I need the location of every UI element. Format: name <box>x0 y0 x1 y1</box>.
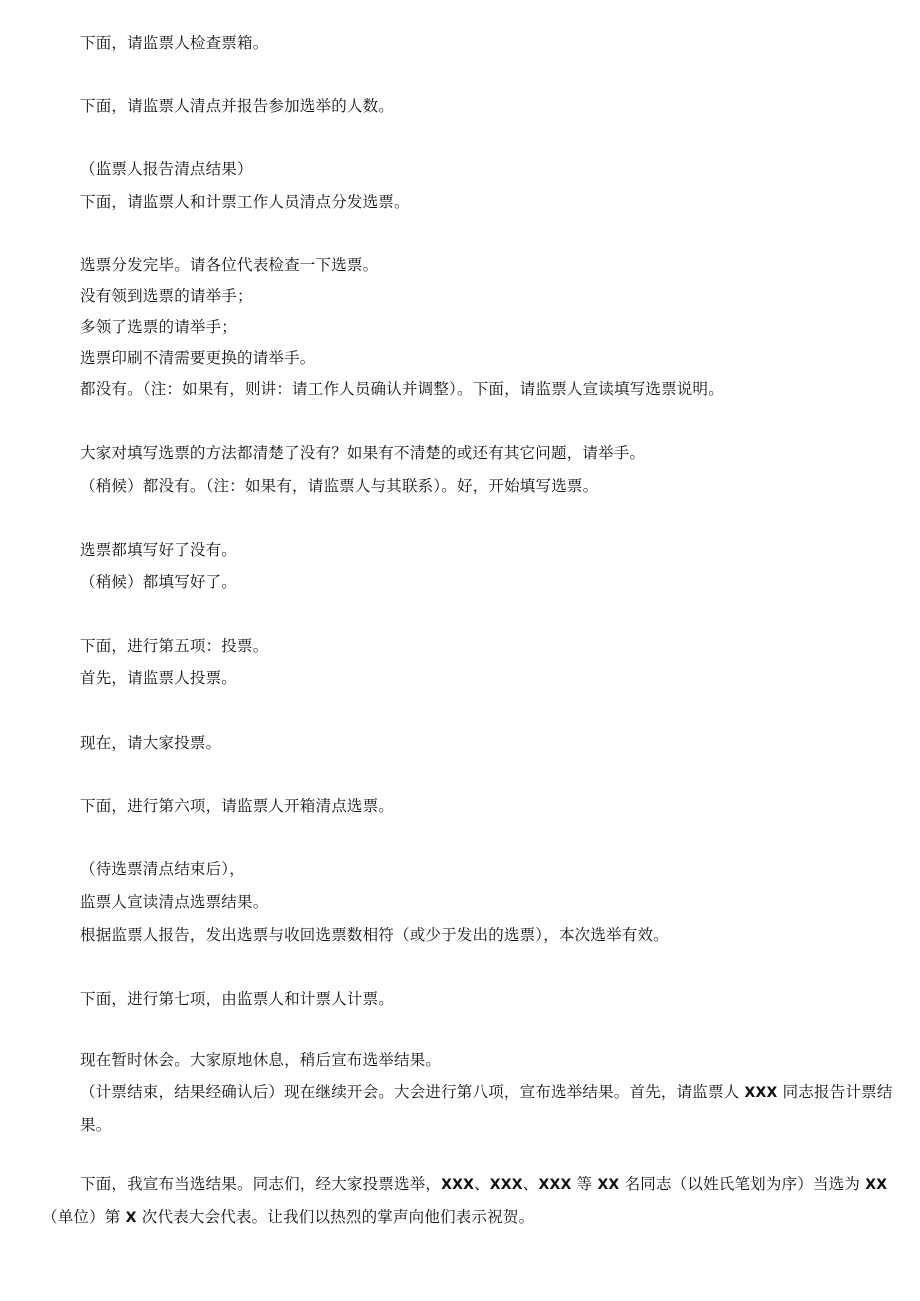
text-line: 没有领到选票的请举手； <box>80 287 253 305</box>
text-line: 下面，进行第六项，请监票人开箱清点选票。 <box>80 797 395 815</box>
text-line: 下面，请监票人和计票工作人员清点分发选票。 <box>80 193 410 211</box>
placeholder-name: XXX <box>538 1177 572 1193</box>
placeholder-unit: XX <box>865 1177 888 1193</box>
text-line: 下面，请监票人清点并报告参加选举的人数。 <box>80 97 395 115</box>
text-run: 下面，我宣布当选结果。同志们，经大家投票选举， <box>80 1175 442 1193</box>
text-run: （计票结束，结果经确认后）现在继续开会。大会进行第八项，宣布选举结果。首先，请监票人 <box>80 1083 745 1101</box>
text-line: 多领了选票的请举手； <box>80 318 238 336</box>
placeholder-session: X <box>125 1210 137 1226</box>
paragraph-announcement <box>42 1168 900 1234</box>
placeholder-count: XX <box>597 1177 620 1193</box>
text-line: 选票分发完毕。请各位代表检查一下选票。 <box>80 256 379 274</box>
text-line: 都没有。（注：如果有，则讲：请工作人员确认并调整）。下面，请监票人宣读填写选票说明。 <box>80 380 724 398</box>
text-run: 同志报告计票结果。 <box>80 1083 893 1134</box>
text-line: 现在，请大家投票。 <box>80 734 222 752</box>
text-line: 根据监票人报告，发出选票与收回选票数相符（或少于发出的选票），本次选举有效。 <box>80 926 669 944</box>
text-run: 等 <box>571 1175 598 1193</box>
text-line: （监票人报告清点结果） <box>80 160 253 178</box>
placeholder-name: XXX <box>744 1085 778 1101</box>
text-run: 、 <box>474 1175 490 1193</box>
text-line: 下面，进行第五项：投票。 <box>80 637 269 655</box>
text-run: 名同志（以姓氏笔划为序）当选为 <box>619 1175 866 1193</box>
text-line: 现在暂时休会。大家原地休息，稍后宣布选举结果。 <box>80 1051 442 1069</box>
placeholder-name: XXX <box>489 1177 523 1193</box>
text-line: 选票印刷不清需要更换的请举手。 <box>80 349 316 367</box>
text-line: （稍候）都没有。（注：如果有，请监票人与其联系）。好，开始填写选票。 <box>80 477 599 495</box>
text-line: 监票人宣读清点选票结果。 <box>80 893 269 911</box>
text-run: 、 <box>522 1175 539 1193</box>
text-line: 首先，请监票人投票。 <box>80 669 238 687</box>
paragraph-resume <box>80 1076 900 1141</box>
text-run: 次代表大会代表。让我们以热烈的掌声向他们表示祝贺。 <box>136 1208 535 1226</box>
text-line: 大家对填写选票的方法都清楚了没有？如果有不清楚的或还有其它问题，请举手。 <box>80 444 646 462</box>
text-line: 下面，请监票人检查票箱。 <box>80 34 269 52</box>
text-line: 选票都填写好了没有。 <box>80 541 238 559</box>
text-run: （单位）第 <box>42 1208 126 1226</box>
text-line: （稍候）都填写好了。 <box>80 573 238 591</box>
placeholder-name: XXX <box>441 1177 475 1193</box>
text-line: 下面，进行第七项，由监票人和计票人计票。 <box>80 990 395 1008</box>
text-line: （待选票清点结束后）， <box>80 860 245 878</box>
